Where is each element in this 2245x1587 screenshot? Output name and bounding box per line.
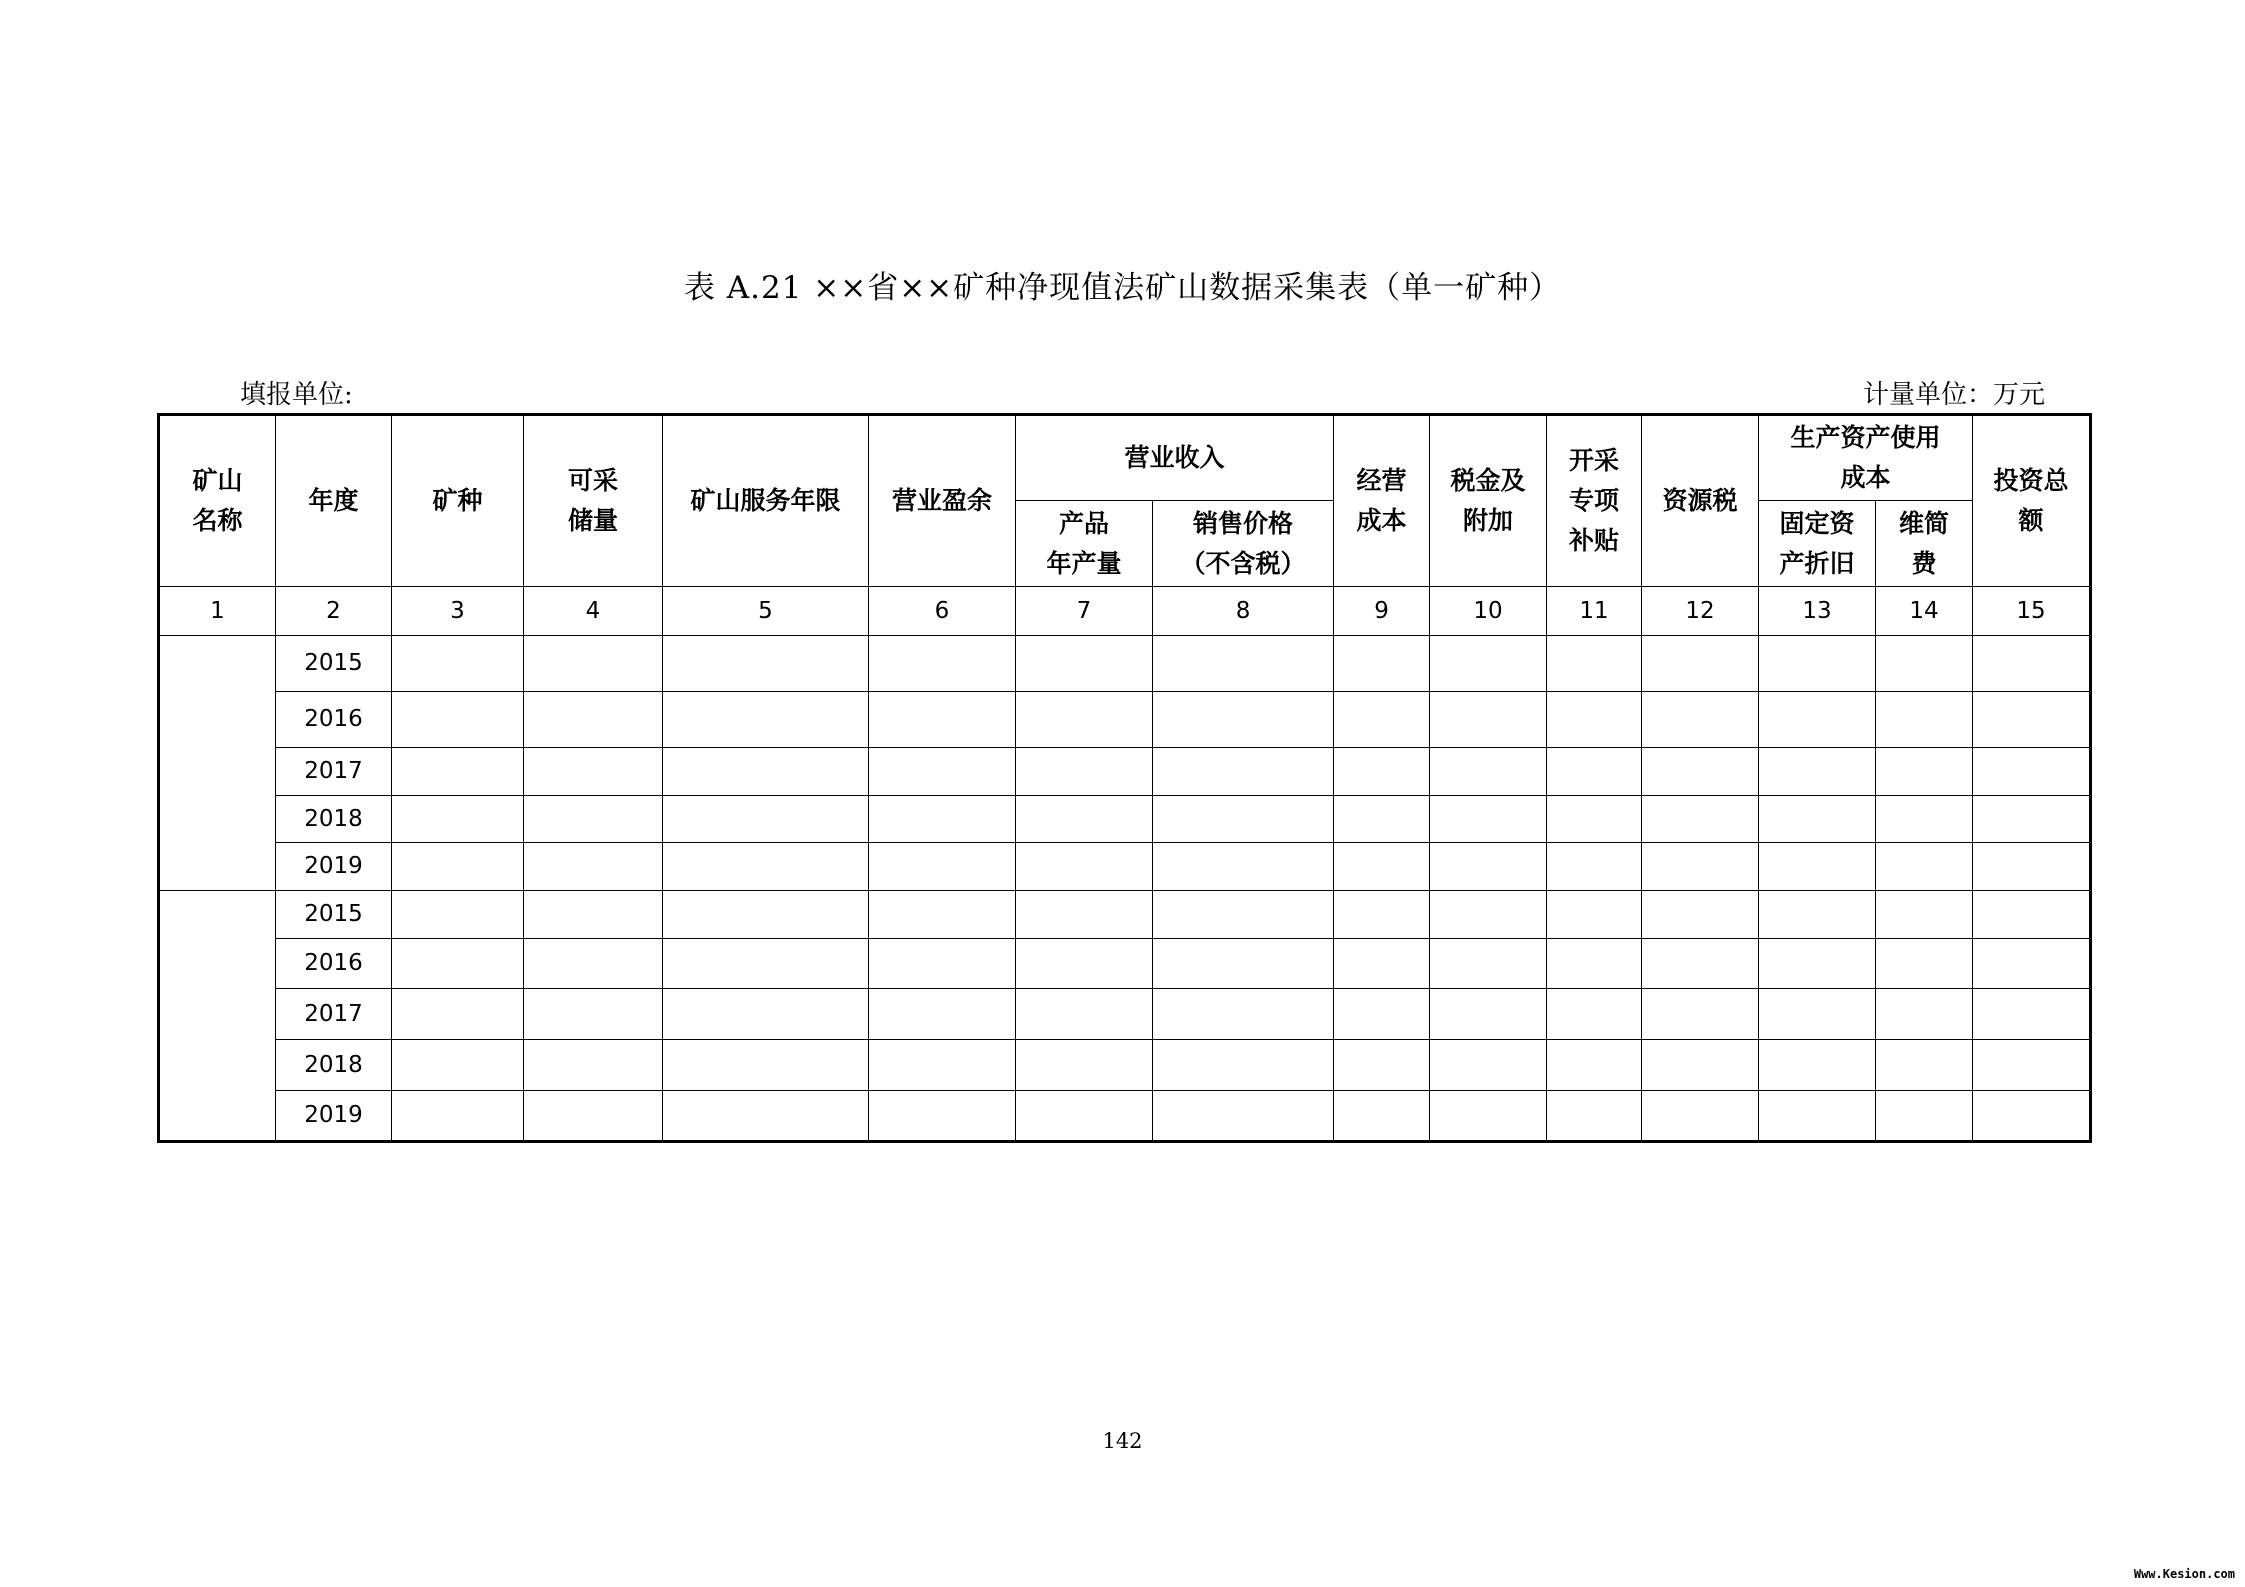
data-cell[interactable] bbox=[1016, 891, 1153, 939]
data-cell[interactable] bbox=[869, 939, 1016, 989]
data-cell[interactable] bbox=[869, 843, 1016, 891]
data-cell[interactable] bbox=[663, 692, 869, 748]
data-cell[interactable] bbox=[1334, 891, 1430, 939]
header-revenue: 营业收入 bbox=[1016, 415, 1334, 501]
data-cell[interactable] bbox=[1016, 748, 1153, 796]
data-cell[interactable] bbox=[1642, 843, 1759, 891]
measure-unit-label: 计量单位：万元 bbox=[1862, 380, 2045, 410]
year-cell: 2019 bbox=[276, 1091, 392, 1142]
data-cell[interactable] bbox=[392, 1040, 524, 1091]
year-cell: 2016 bbox=[276, 692, 392, 748]
data-cell[interactable] bbox=[663, 1091, 869, 1142]
data-cell[interactable] bbox=[1334, 748, 1430, 796]
column-number: 7 bbox=[1016, 587, 1153, 636]
data-cell[interactable] bbox=[869, 989, 1016, 1040]
data-cell[interactable] bbox=[663, 891, 869, 939]
table-body bbox=[159, 636, 2091, 1142]
column-number: 5 bbox=[663, 587, 869, 636]
data-cell[interactable] bbox=[524, 989, 663, 1040]
data-cell[interactable] bbox=[1153, 1040, 1334, 1091]
data-cell[interactable] bbox=[1016, 843, 1153, 891]
column-number: 11 bbox=[1547, 587, 1642, 636]
table-row bbox=[159, 989, 2091, 1040]
data-cell[interactable] bbox=[524, 843, 663, 891]
header-maintenance: 维简 费 bbox=[1876, 501, 1973, 587]
data-cell[interactable] bbox=[1153, 636, 1334, 692]
year-cell: 2016 bbox=[276, 939, 392, 989]
data-cell[interactable] bbox=[1334, 636, 1430, 692]
data-cell[interactable] bbox=[1973, 1040, 2091, 1091]
table-row bbox=[159, 1091, 2091, 1142]
data-cell[interactable] bbox=[1430, 1040, 1547, 1091]
data-cell[interactable] bbox=[1876, 1091, 1973, 1142]
year-cell: 2017 bbox=[276, 748, 392, 796]
data-cell[interactable] bbox=[1547, 1091, 1642, 1142]
data-cell[interactable] bbox=[1430, 748, 1547, 796]
data-cell[interactable] bbox=[524, 939, 663, 989]
data-cell[interactable] bbox=[1153, 796, 1334, 843]
data-cell[interactable] bbox=[663, 939, 869, 989]
data-cell[interactable] bbox=[869, 891, 1016, 939]
data-cell[interactable] bbox=[869, 692, 1016, 748]
data-cell[interactable] bbox=[1642, 989, 1759, 1040]
data-cell[interactable] bbox=[1759, 796, 1876, 843]
column-number-row bbox=[159, 587, 2091, 636]
data-cell[interactable] bbox=[1547, 891, 1642, 939]
data-cell[interactable] bbox=[392, 636, 524, 692]
data-cell[interactable] bbox=[392, 989, 524, 1040]
header-depreciation: 固定资 产折旧 bbox=[1759, 501, 1876, 587]
data-cell[interactable] bbox=[1759, 1040, 1876, 1091]
data-cell[interactable] bbox=[1759, 843, 1876, 891]
data-cell[interactable] bbox=[1334, 692, 1430, 748]
data-cell[interactable] bbox=[1642, 748, 1759, 796]
data-cell[interactable] bbox=[1430, 1091, 1547, 1142]
data-cell[interactable] bbox=[1642, 796, 1759, 843]
year-cell: 2018 bbox=[276, 796, 392, 843]
data-cell[interactable] bbox=[524, 796, 663, 843]
column-number: 1 bbox=[159, 587, 276, 636]
data-cell[interactable] bbox=[524, 636, 663, 692]
data-cell[interactable] bbox=[663, 748, 869, 796]
header-annual-output: 产品 年产量 bbox=[1016, 501, 1153, 587]
data-cell[interactable] bbox=[1876, 796, 1973, 843]
header-sale-price: 销售价格 （不含税） bbox=[1153, 501, 1334, 587]
fill-unit-label: 填报单位: bbox=[240, 380, 353, 410]
header-mineral: 矿种 bbox=[392, 415, 524, 587]
data-cell[interactable] bbox=[1430, 891, 1547, 939]
year-cell: 2015 bbox=[276, 891, 392, 939]
table-title: 表 A.21 ××省××矿种净现值法矿山数据采集表（单一矿种） bbox=[683, 270, 1562, 306]
table-row bbox=[159, 1040, 2091, 1091]
table-row bbox=[159, 891, 2091, 939]
column-number: 15 bbox=[1973, 587, 2091, 636]
data-cell[interactable] bbox=[392, 939, 524, 989]
data-cell[interactable] bbox=[392, 891, 524, 939]
data-cell[interactable] bbox=[1973, 939, 2091, 989]
data-cell[interactable] bbox=[663, 989, 869, 1040]
data-cell[interactable] bbox=[1334, 989, 1430, 1040]
data-cell[interactable] bbox=[663, 636, 869, 692]
data-cell[interactable] bbox=[663, 1040, 869, 1091]
data-cell[interactable] bbox=[1547, 796, 1642, 843]
column-number: 2 bbox=[276, 587, 392, 636]
data-cell[interactable] bbox=[1334, 1091, 1430, 1142]
data-cell[interactable] bbox=[1759, 891, 1876, 939]
table-row bbox=[159, 748, 2091, 796]
page-number: 142 bbox=[1102, 1429, 1143, 1453]
data-cell[interactable] bbox=[524, 1091, 663, 1142]
year-cell: 2018 bbox=[276, 1040, 392, 1091]
data-cell[interactable] bbox=[1334, 1040, 1430, 1091]
data-cell[interactable] bbox=[1016, 796, 1153, 843]
data-cell[interactable] bbox=[1642, 939, 1759, 989]
data-cell[interactable] bbox=[524, 891, 663, 939]
data-cell[interactable] bbox=[1876, 692, 1973, 748]
data-cell[interactable] bbox=[1153, 1091, 1334, 1142]
data-cell[interactable] bbox=[1876, 939, 1973, 989]
mine-name-cell[interactable] bbox=[159, 891, 276, 1142]
header-operating-cost: 经营 成本 bbox=[1334, 415, 1430, 587]
data-cell[interactable] bbox=[1759, 1091, 1876, 1142]
column-number: 6 bbox=[869, 587, 1016, 636]
data-cell[interactable] bbox=[1153, 843, 1334, 891]
data-cell[interactable] bbox=[1016, 1040, 1153, 1091]
header-asset-cost: 生产资产使用 成本 bbox=[1759, 415, 1973, 501]
column-number: 10 bbox=[1430, 587, 1547, 636]
watermark: Www.Kesion.com bbox=[2133, 1567, 2235, 1581]
header-mine-name: 矿山 名称 bbox=[159, 415, 276, 587]
data-cell[interactable] bbox=[1334, 939, 1430, 989]
data-cell[interactable] bbox=[1973, 748, 2091, 796]
data-cell[interactable] bbox=[392, 796, 524, 843]
data-cell[interactable] bbox=[1016, 1091, 1153, 1142]
data-cell[interactable] bbox=[1016, 636, 1153, 692]
header-service-life: 矿山服务年限 bbox=[663, 415, 869, 587]
data-cell[interactable] bbox=[1547, 939, 1642, 989]
data-cell[interactable] bbox=[1430, 939, 1547, 989]
column-number: 12 bbox=[1642, 587, 1759, 636]
data-table bbox=[157, 413, 2092, 1143]
data-cell[interactable] bbox=[524, 748, 663, 796]
data-cell[interactable] bbox=[1642, 1040, 1759, 1091]
data-cell[interactable] bbox=[1642, 1091, 1759, 1142]
data-cell[interactable] bbox=[524, 692, 663, 748]
data-cell[interactable] bbox=[1876, 843, 1973, 891]
year-cell: 2017 bbox=[276, 989, 392, 1040]
data-cell[interactable] bbox=[1547, 636, 1642, 692]
data-cell[interactable] bbox=[1016, 939, 1153, 989]
data-cell[interactable] bbox=[1876, 748, 1973, 796]
column-number: 3 bbox=[392, 587, 524, 636]
data-cell[interactable] bbox=[663, 796, 869, 843]
header-investment: 投资总 额 bbox=[1973, 415, 2091, 587]
mine-name-cell[interactable] bbox=[159, 636, 276, 891]
data-cell[interactable] bbox=[1759, 989, 1876, 1040]
data-cell[interactable] bbox=[1876, 636, 1973, 692]
data-cell[interactable] bbox=[1430, 843, 1547, 891]
data-cell[interactable] bbox=[392, 692, 524, 748]
table-row bbox=[159, 939, 2091, 989]
year-cell: 2019 bbox=[276, 843, 392, 891]
data-cell[interactable] bbox=[1973, 1091, 2091, 1142]
column-number: 8 bbox=[1153, 587, 1334, 636]
data-cell[interactable] bbox=[1973, 843, 2091, 891]
data-cell[interactable] bbox=[1153, 939, 1334, 989]
header-year: 年度 bbox=[276, 415, 392, 587]
data-cell[interactable] bbox=[1547, 843, 1642, 891]
data-cell[interactable] bbox=[869, 1091, 1016, 1142]
data-cell[interactable] bbox=[1642, 891, 1759, 939]
column-number: 9 bbox=[1334, 587, 1430, 636]
header-resource-tax: 资源税 bbox=[1642, 415, 1759, 587]
data-cell[interactable] bbox=[1430, 989, 1547, 1040]
data-cell[interactable] bbox=[1759, 748, 1876, 796]
data-cell[interactable] bbox=[1016, 989, 1153, 1040]
table-row bbox=[159, 796, 2091, 843]
data-cell[interactable] bbox=[1973, 636, 2091, 692]
data-cell[interactable] bbox=[663, 843, 869, 891]
data-cell[interactable] bbox=[392, 1091, 524, 1142]
data-cell[interactable] bbox=[1547, 692, 1642, 748]
data-cell[interactable] bbox=[1430, 636, 1547, 692]
column-number: 14 bbox=[1876, 587, 1973, 636]
data-cell[interactable] bbox=[869, 748, 1016, 796]
data-cell[interactable] bbox=[1973, 891, 2091, 939]
data-cell[interactable] bbox=[1334, 796, 1430, 843]
data-cell[interactable] bbox=[1016, 692, 1153, 748]
data-cell[interactable] bbox=[1153, 748, 1334, 796]
data-cell[interactable] bbox=[1430, 692, 1547, 748]
data-cell[interactable] bbox=[1642, 636, 1759, 692]
data-cell[interactable] bbox=[1430, 796, 1547, 843]
data-cell[interactable] bbox=[1547, 748, 1642, 796]
table-row bbox=[159, 636, 2091, 692]
data-cell[interactable] bbox=[1547, 1040, 1642, 1091]
data-cell[interactable] bbox=[1153, 891, 1334, 939]
data-cell[interactable] bbox=[1153, 692, 1334, 748]
header-reserves: 可采 储量 bbox=[524, 415, 663, 587]
data-cell[interactable] bbox=[1759, 939, 1876, 989]
column-number: 4 bbox=[524, 587, 663, 636]
header-subsidy: 开采 专项 补贴 bbox=[1547, 415, 1642, 587]
data-cell[interactable] bbox=[1759, 636, 1876, 692]
table-row bbox=[159, 692, 2091, 748]
data-cell[interactable] bbox=[1876, 891, 1973, 939]
data-cell[interactable] bbox=[392, 748, 524, 796]
data-cell[interactable] bbox=[869, 636, 1016, 692]
data-cell[interactable] bbox=[869, 796, 1016, 843]
year-cell: 2015 bbox=[276, 636, 392, 692]
data-cell[interactable] bbox=[1973, 989, 2091, 1040]
header-operating-surplus: 营业盈余 bbox=[869, 415, 1016, 587]
data-cell[interactable] bbox=[1642, 692, 1759, 748]
data-cell[interactable] bbox=[1153, 989, 1334, 1040]
column-number: 13 bbox=[1759, 587, 1876, 636]
data-cell[interactable] bbox=[1876, 1040, 1973, 1091]
data-cell[interactable] bbox=[1547, 989, 1642, 1040]
data-cell[interactable] bbox=[1876, 989, 1973, 1040]
data-cell[interactable] bbox=[1759, 692, 1876, 748]
table-row bbox=[159, 843, 2091, 891]
data-cell[interactable] bbox=[869, 1040, 1016, 1091]
data-cell[interactable] bbox=[392, 843, 524, 891]
data-cell[interactable] bbox=[524, 1040, 663, 1091]
header-taxes: 税金及 附加 bbox=[1430, 415, 1547, 587]
data-cell[interactable] bbox=[1973, 692, 2091, 748]
data-cell[interactable] bbox=[1973, 796, 2091, 843]
data-cell[interactable] bbox=[1334, 843, 1430, 891]
